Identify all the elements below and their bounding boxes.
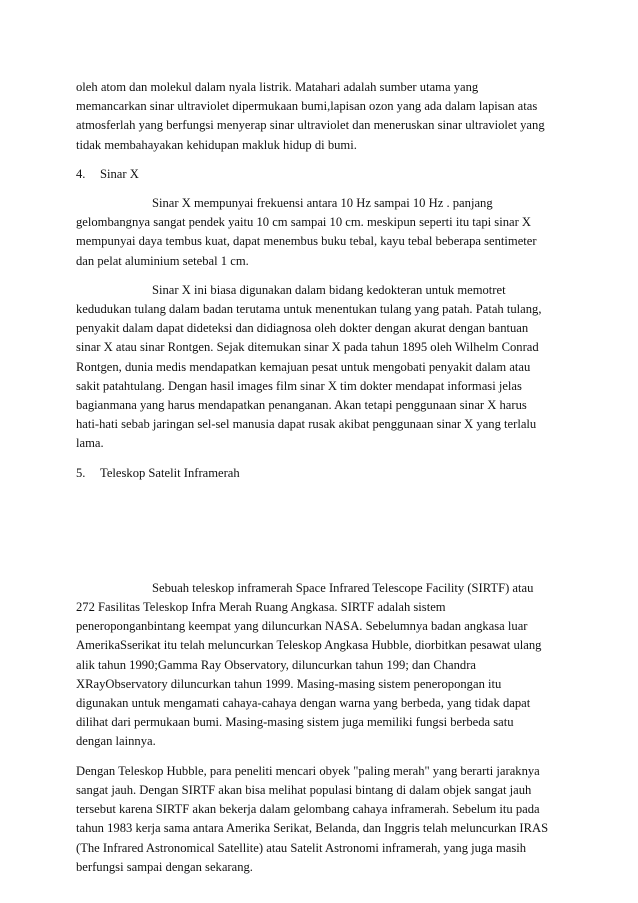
- section-heading-teleskop: [76, 464, 566, 483]
- text-line: Sinar X mempunyai frekuensi antara 10 Hz sampai 10 Hz . panjang: [152, 196, 493, 211]
- text-line: tersebut karena SIRTF akan bekerja dalam gelombang cahaya inframerah. Sebelum itu pada: [76, 802, 540, 817]
- paragraph-ultraviolet: [76, 78, 566, 155]
- text-line: alik tahun 1990;Gamma Ray Observatory, diluncurkan tahun 199; dan Chandra: [76, 657, 476, 672]
- blank-image-area: [76, 493, 566, 579]
- text-line: dan pelat aluminium setebal 1 cm.: [76, 253, 249, 268]
- text-line: mempunyai daya tembus kuat, dapat menembus buku tebal, kayu tebal beberapa sentimeter: [76, 234, 537, 249]
- text-line: tahun 1983 kerja sama antara Amerika Serikat, Belanda, dan Inggris telah meluncurkan IRAS: [76, 821, 549, 836]
- text-line: 272 Fasilitas Teleskop Infra Merah Ruang Angkasa. SIRTF adalah sistem: [76, 600, 446, 615]
- text-line: sangat jauh. Dengan SIRTF akan bisa melihat populasi bintang di dalam objek sangat jauh: [76, 782, 532, 797]
- document-page: [76, 78, 566, 887]
- text-line: berfungsi sampai dengan sekarang.: [76, 859, 253, 874]
- section-number: 4.: [76, 166, 86, 181]
- text-line: Dengan Teleskop Hubble, para peneliti mencari obyek "paling merah" yang berarti jaraknya: [76, 763, 540, 778]
- text-line: tidak membahayakan kehidupan makluk hidup di bumi.: [76, 137, 357, 152]
- text-line: Rontgen, dunia medis mendapatkan kemajuan pesat untuk mengobati penyakit dalam atau: [76, 359, 531, 374]
- paragraph-hubble: [76, 762, 566, 877]
- section-title: Sinar X: [100, 166, 139, 181]
- text-line: Sinar X ini biasa digunakan dalam bidang kedokteran untuk memotret: [152, 282, 506, 297]
- text-line: AmerikaSserikat itu telah meluncurkan Teleskop Angkasa Hubble, diorbitkan pesawat ulang: [76, 638, 542, 653]
- text-line: bagianmana yang harus mendapatkan penanganan. Akan tetapi penggunaan sinar X harus: [76, 398, 527, 413]
- text-line: kedudukan tulang dalam badan terutama untuk menentukan tulang yang patah. Patah tulang,: [76, 302, 542, 317]
- paragraph-sirtf: [76, 579, 566, 752]
- text-line: Sebuah teleskop inframerah Space Infrared Telescope Facility (SIRTF) atau: [152, 580, 534, 595]
- text-line: peneropongan​bintang keempat yang diluncurkan NASA. Sebelumnya badan angkasa luar: [76, 619, 528, 634]
- text-line: XRayObservatory diluncurkan tahun 1999. Masing-masing sistem peneropongan itu: [76, 676, 502, 691]
- paragraph-sinar-x-frequency: [76, 194, 566, 271]
- text-line: lama.: [76, 436, 104, 451]
- text-line: dilihat dari permukaan bumi. Masing-masing sistem juga memiliki fungsi berbeda satu: [76, 715, 514, 730]
- section-number: 5.: [76, 465, 86, 480]
- section-heading-sinar-x: [76, 165, 566, 184]
- text-line: penyakit dalam dapat dideteksi dan didiagnosa oleh dokter dengan akurat dengan bantuan: [76, 321, 529, 336]
- text-line: dengan lainnya.: [76, 734, 156, 749]
- text-line: memancarkan sinar ultraviolet dipermukaan bumi,lapisan ozon yang ada dalam lapisan atas: [76, 99, 538, 114]
- section-title: Teleskop Satelit Inframerah: [100, 465, 240, 480]
- text-line: gelombangnya sangat pendek yaitu 10 cm sampai 10 cm. meskipun seperti itu tapi sinar X: [76, 215, 532, 230]
- text-line: (The Infrared Astronomical Satellite) atau Satelit Astronomi inframerah, yang juga masih: [76, 840, 527, 855]
- text-line: oleh atom dan molekul dalam nyala listrik. Matahari adalah sumber utama yang: [76, 80, 479, 94]
- text-line: digunakan untuk mengamati cahaya-cahaya dengan warna yang berbeda, yang tidak dapat: [76, 696, 531, 711]
- text-line: sinar X atau sinar Rontgen. Sejak ditemukan sinar X pada tahun 1895 oleh Wilhelm Conrad: [76, 340, 539, 355]
- text-line: hati-hati sebab jaringan sel-sel manusia dapat rusak akibat penggunaan sinar X yang terlalu: [76, 417, 537, 432]
- text-line: atmosferlah yang berfungsi menyerap sinar ultraviolet dan meneruskan sinar ultraviolet yang: [76, 118, 545, 133]
- text-line: sakit patahtulang. Dengan hasil images film sinar X tim dokter mendapat informasi jelas: [76, 378, 522, 393]
- paragraph-sinar-x-medical: [76, 281, 566, 454]
